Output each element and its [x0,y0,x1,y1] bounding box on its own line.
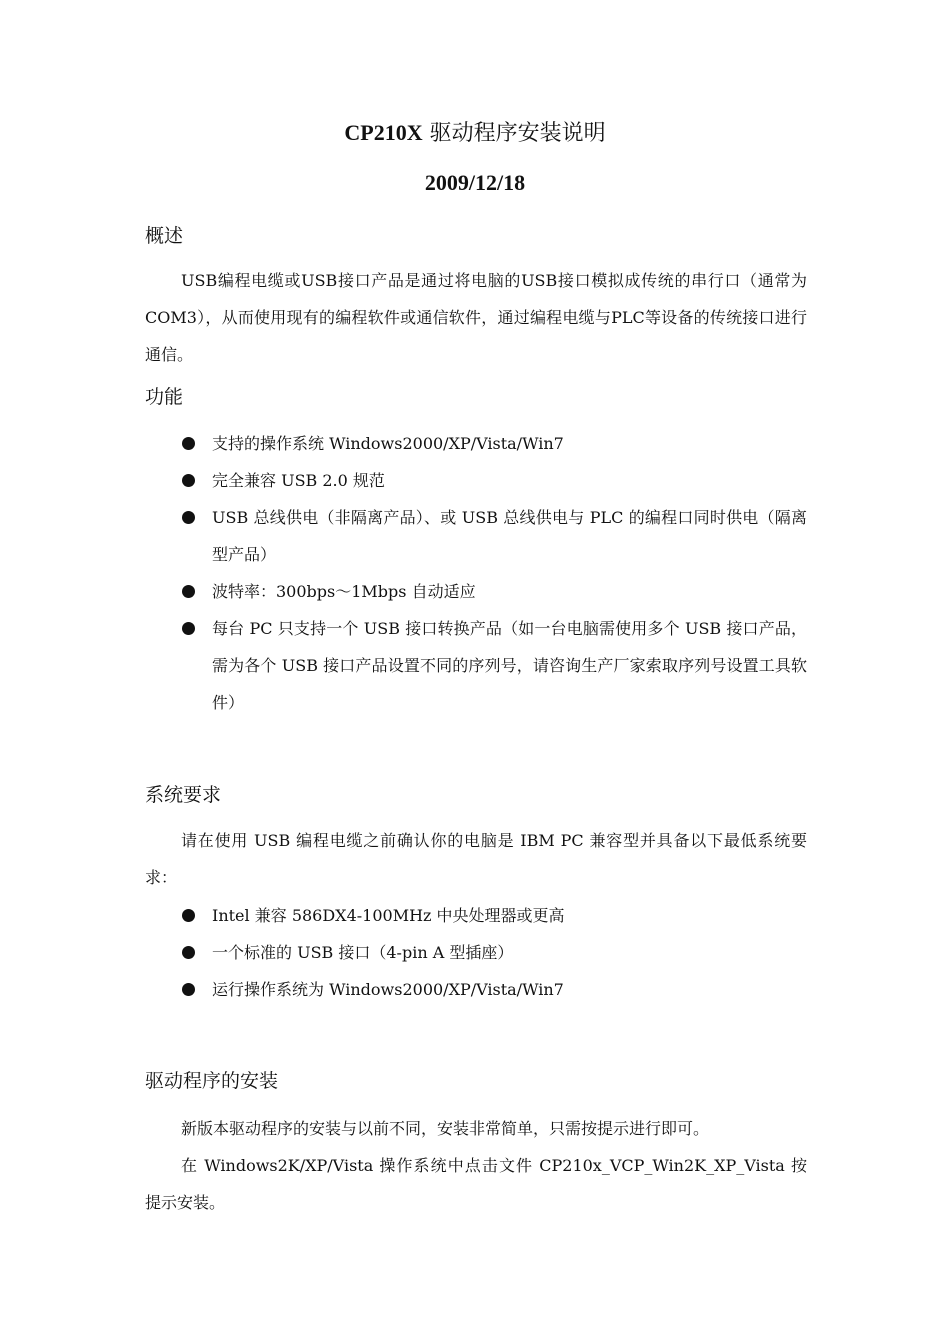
heading-installation: 驱动程序的安装 [145,1070,279,1092]
bullet-icon [182,946,195,959]
feature-text: 完全兼容 USB 2.0 规范 [212,471,385,490]
bullet-icon [182,585,195,598]
title-text: 驱动程序安装说明 [422,121,606,146]
list-item [180,499,807,573]
feature-text: 每台 PC 只支持一个 USB 接口转换产品（如一台电脑需使用多个 USB 接口产品，需为各个 USB 接口产品设置不同的序列号，请咨询生产厂家索取序列号设置工具软件） [212,619,807,712]
requirements-list [180,897,807,1008]
list-item [180,425,807,462]
heading-requirements: 系统要求 [145,784,222,806]
document-title [0,118,950,149]
feature-text: 支持的操作系统 Windows2000/XP/Vista/Win7 [212,434,564,453]
document-date: 2009/12/18 [424,170,526,195]
list-item [180,934,807,971]
feature-text: 波特率：300bps～1Mbps 自动适应 [212,582,476,601]
requirement-text: 一个标准的 USB 接口（4-pin A 型插座） [212,943,514,962]
requirement-text: Intel 兼容 586DX4-100MHz 中央处理器或更高 [212,906,565,925]
list-item [180,573,807,610]
heading-features: 功能 [145,386,184,408]
bullet-icon [182,511,195,524]
bullet-icon [182,622,195,635]
requirements-paragraph: 请在使用 USB 编程电缆之前确认你的电脑是 IBM PC 兼容型并具备以下最低系统要求： [145,831,807,887]
title-model: CP210X [344,120,423,145]
installation-paragraph-1: 新版本驱动程序的安装与以前不同，安装非常简单，只需按提示进行即可。 [181,1119,710,1138]
list-item [180,462,807,499]
bullet-icon [182,983,195,996]
installation-paragraph-2: 在 Windows2K/XP/Vista 操作系统中点击文件 CP210x_VCP_Win2K_XP_Vista 按提示安装。 [145,1156,807,1212]
bullet-icon [182,437,195,450]
list-item [180,897,807,934]
feature-text: USB 总线供电（非隔离产品）、或 USB 总线供电与 PLC 的编程口同时供电（隔离型产品） [212,508,807,564]
list-item [180,610,807,721]
overview-paragraph: USB编程电缆或USB接口产品是通过将电脑的USB接口模拟成传统的串行口（通常为COM3），从而使用现有的编程软件或通信软件，通过编程电缆与PLC等设备的传统接口进行通信。 [145,271,807,364]
heading-overview: 概述 [145,225,184,247]
requirement-text: 运行操作系统为 Windows2000/XP/Vista/Win7 [212,980,564,999]
bullet-icon [182,909,195,922]
features-list [180,425,807,721]
bullet-icon [182,474,195,487]
list-item [180,971,807,1008]
